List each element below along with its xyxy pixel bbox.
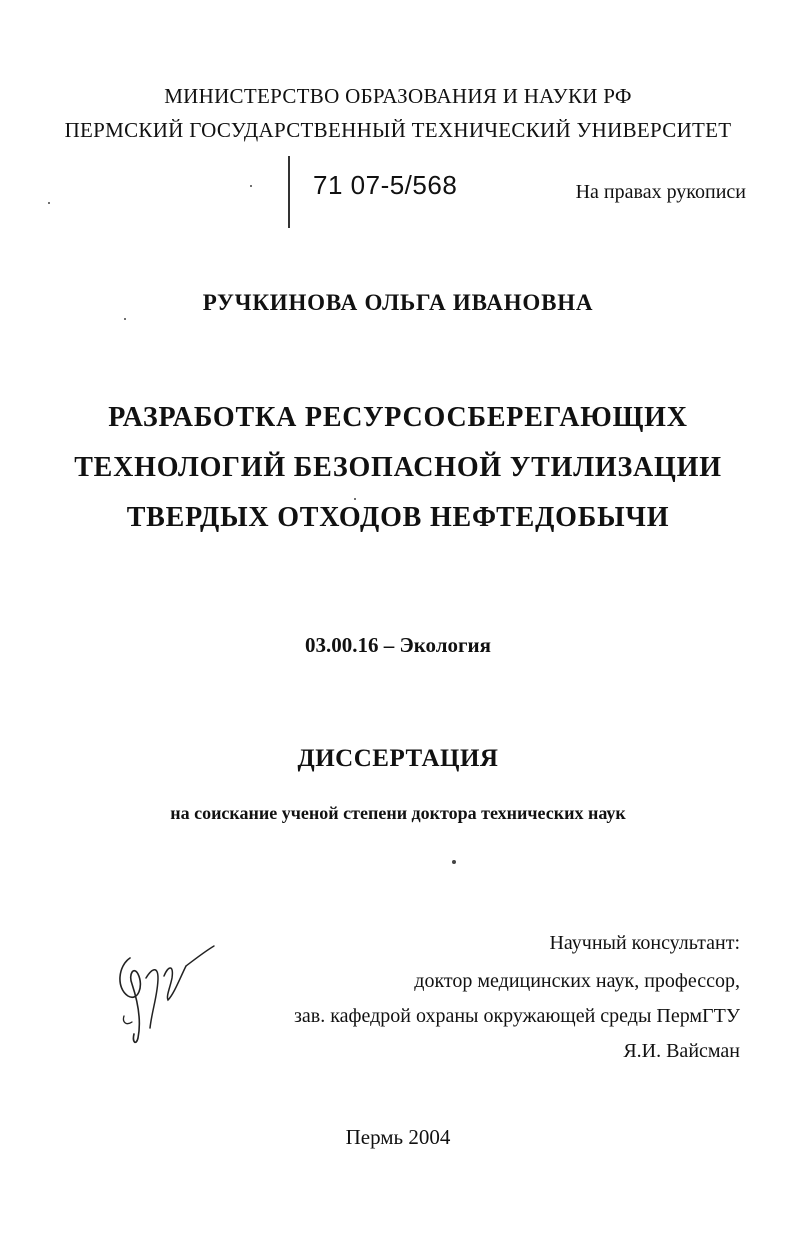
specialty-code: 03.00.16 – Экология [304,633,492,657]
scan-speck [250,185,252,187]
place-year: Пермь 2004 [345,1125,451,1149]
consultant-degree: доктор медицинских наук, профессор, [414,970,740,992]
title-line: ТЕХНОЛОГИЙ БЕЗОПАСНОЙ УТИЛИЗАЦИИ [74,452,722,483]
title-line: ТВЕРДЫХ ОТХОДОВ НЕФТЕДОБЫЧИ [126,502,670,533]
document-type: ДИССЕРТАЦИЯ [297,745,499,772]
scan-speck [452,860,456,864]
consultant-name: Я.И. Вайсман [623,1040,740,1062]
consultant-heading: Научный консультант: [549,932,740,954]
university-heading: ПЕРМСКИЙ ГОСУДАРСТВЕННЫЙ ТЕХНИЧЕСКИЙ УНИВЕРСИТЕТ [64,118,732,142]
scan-speck [354,498,356,500]
author-name: РУЧКИНОВА ОЛЬГА ИВАНОВНА [202,290,594,315]
scan-speck [48,202,50,204]
title-line: РАЗРАБОТКА РЕСУРСОСБЕРЕГАЮЩИХ [108,402,688,433]
consultant-position: зав. кафедрой охраны окружающей среды ПермГТУ [293,1005,740,1027]
scan-speck [124,318,126,320]
archive-code: 71 07-5/568 [313,170,458,200]
ministry-heading: МИНИСТЕРСТВО ОБРАЗОВАНИЯ И НАУКИ РФ [164,84,632,108]
rights-note: На правах рукописи [575,181,746,203]
archive-stamp-bar [288,156,290,228]
signature-icon [108,938,228,1053]
degree-line: на соискание ученой степени доктора технических наук [170,803,626,823]
